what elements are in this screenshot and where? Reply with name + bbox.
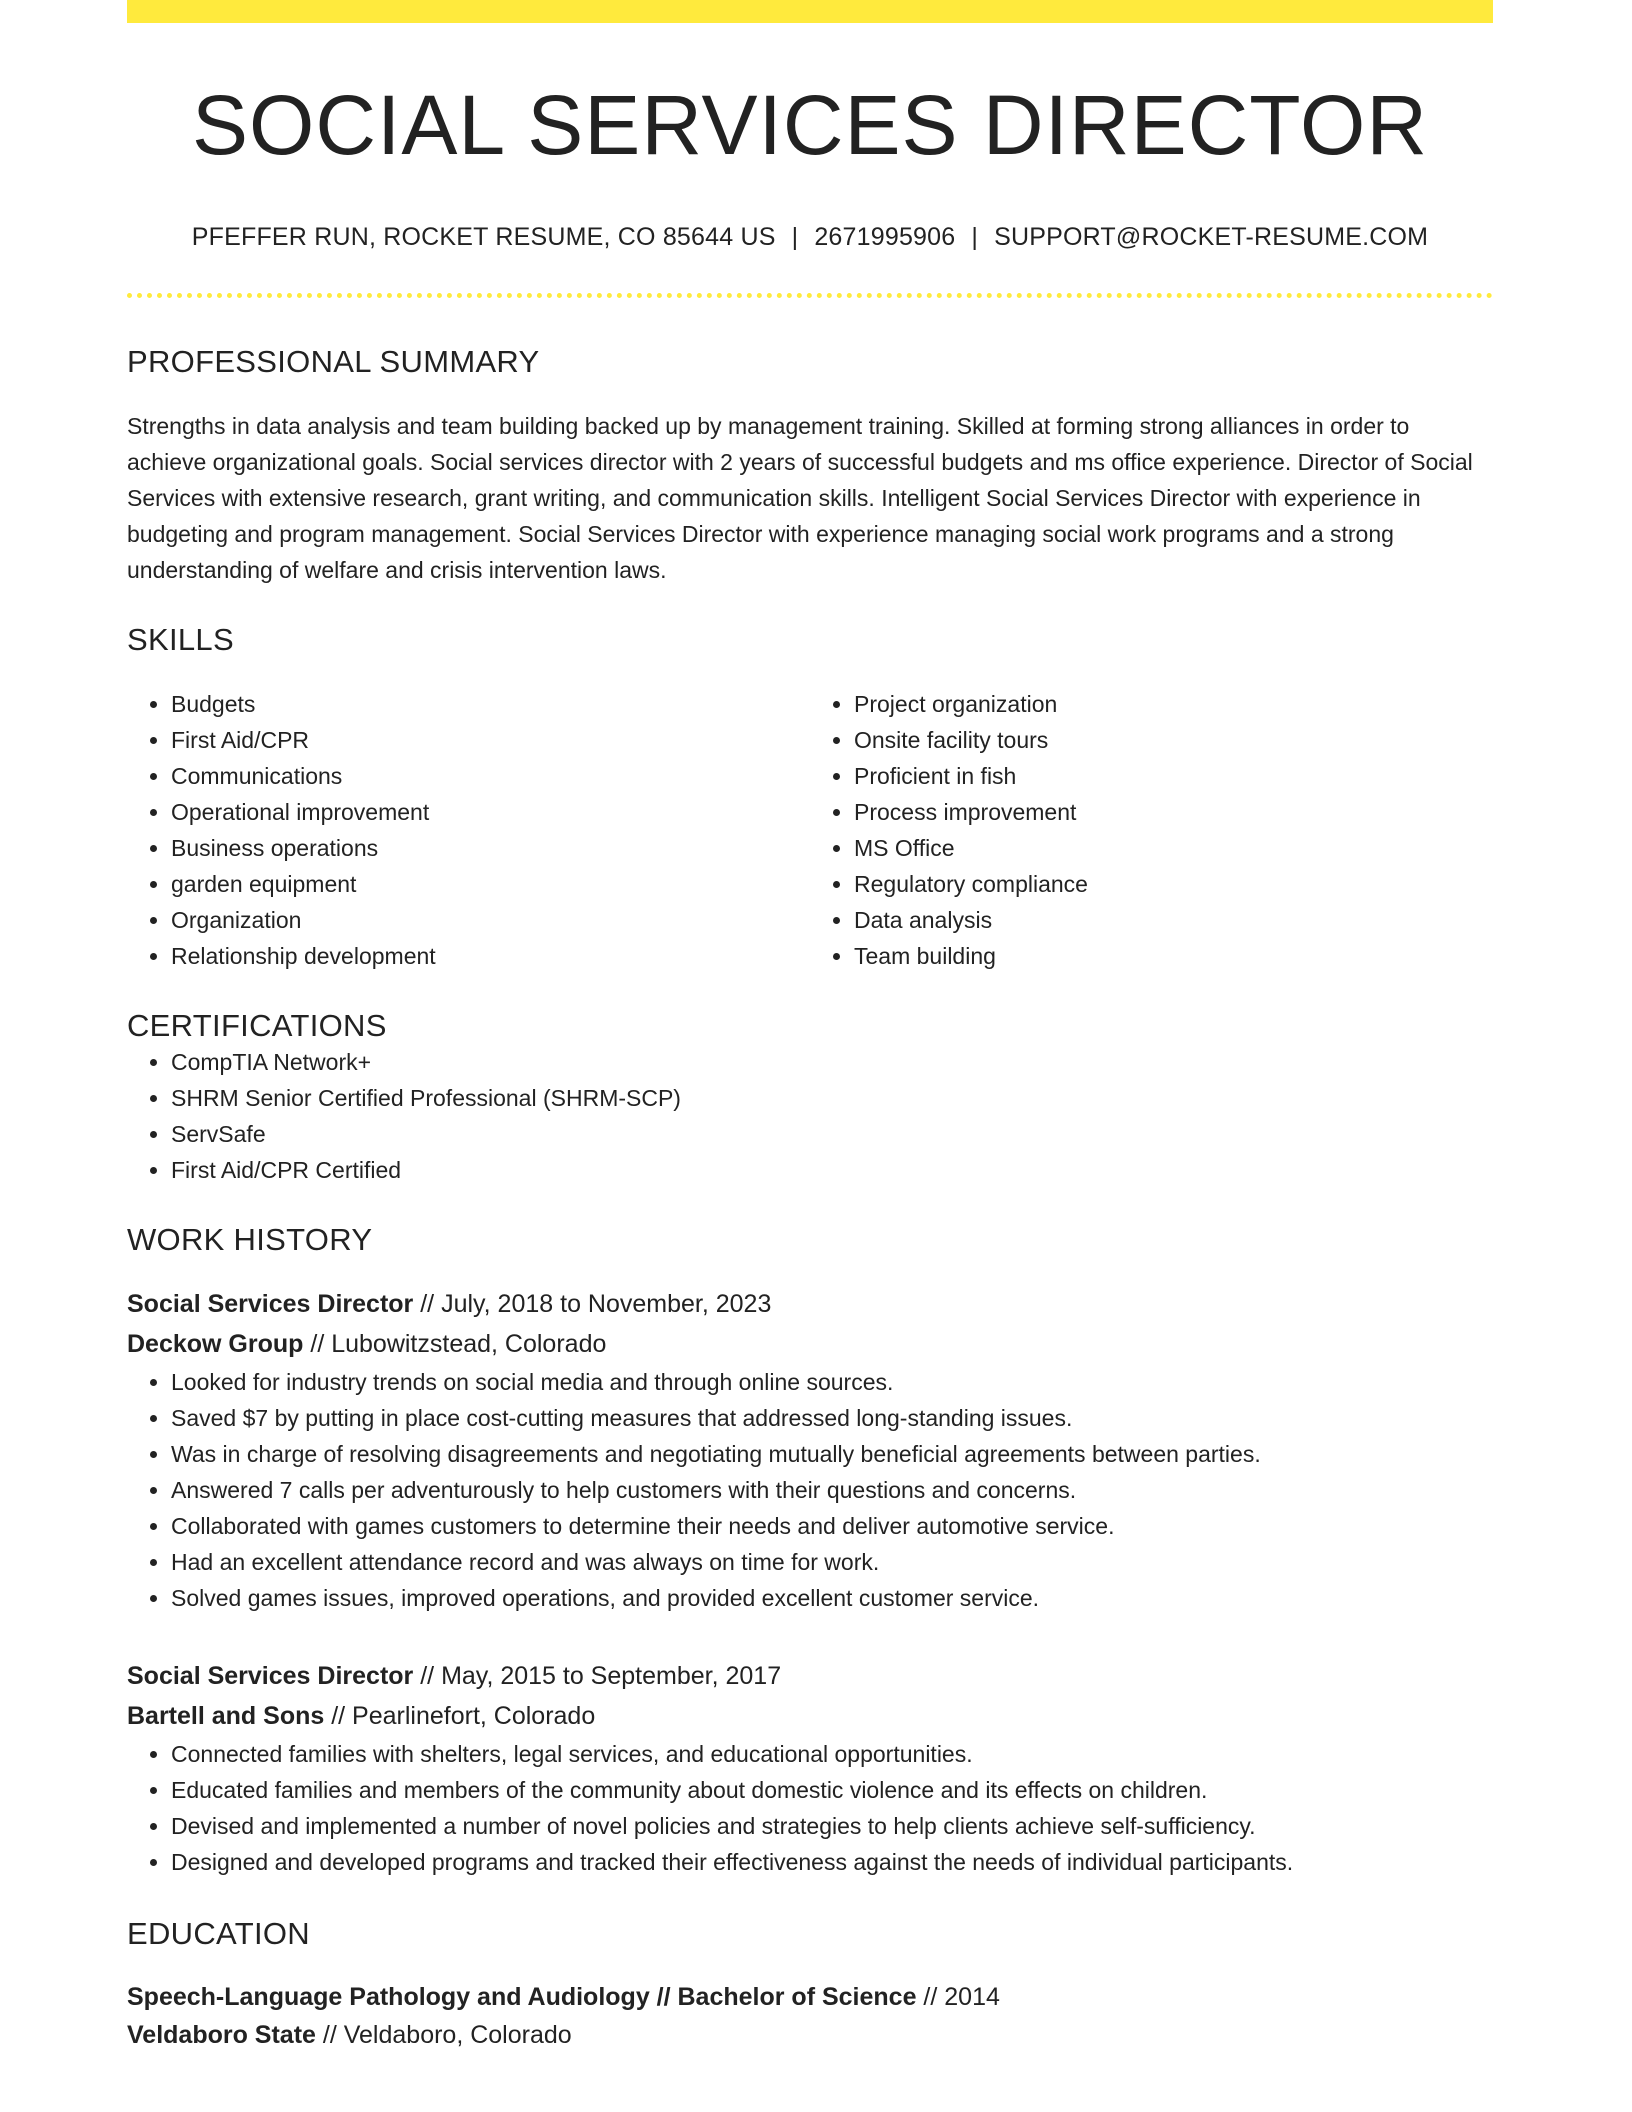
education-degree: Speech-Language Pathology and Audiology // Bachelor of Science (127, 1983, 917, 2011)
education-heading: EDUCATION (127, 1916, 310, 1951)
list-item: • MS Office (854, 830, 1493, 866)
list-item: • Communications (171, 758, 810, 794)
work-history-heading: WORK HISTORY (127, 1222, 373, 1257)
education-year: // 2014 (916, 1983, 1000, 2011)
job-2-role: Social Services Director (127, 1662, 414, 1690)
job-1-dates: // July, 2018 to November, 2023 (413, 1290, 772, 1318)
list-item: • Onsite facility tours (854, 722, 1493, 758)
job-2-dates: // May, 2015 to September, 2017 (413, 1662, 782, 1690)
skills-grid (127, 686, 1493, 974)
list-item: • Saved $7 by putting in place cost-cutting measures that addressed long-standing issues. (171, 1400, 1493, 1436)
list-item: • Connected families with shelters, legal services, and educational opportunities. (171, 1736, 1493, 1772)
skills-column-right (810, 686, 1493, 974)
contact-email: SUPPORT@ROCKET-RESUME.COM (994, 223, 1429, 251)
list-item: • Looked for industry trends on social media and through online sources. (171, 1364, 1493, 1400)
list-item: • Had an excellent attendance record and was always on time for work. (171, 1544, 1493, 1580)
summary-heading: PROFESSIONAL SUMMARY (127, 344, 540, 379)
certifications-list (127, 1044, 1493, 1188)
list-item: • Answered 7 calls per adventurously to help customers with their questions and concerns. (171, 1472, 1493, 1508)
resume-title: SOCIAL SERVICES DIRECTOR (191, 78, 1429, 172)
list-item: • Proficient in fish (854, 758, 1493, 794)
job-2-role-line (127, 1656, 1493, 1696)
job-1-role-line (127, 1284, 1493, 1324)
skills-list-left (127, 686, 810, 974)
education-entry (127, 1978, 1493, 2054)
job-2-location: // Pearlinefort, Colorado (324, 1702, 596, 1730)
list-item: • Devised and implemented a number of novel policies and strategies to help clients achieve self-sufficiency. (171, 1808, 1493, 1844)
job-1-role: Social Services Director (127, 1290, 414, 1318)
resume-page (127, 0, 1493, 2054)
list-item: • Business operations (171, 830, 810, 866)
job-1-header (127, 1284, 1493, 1364)
list-item: • SHRM Senior Certified Professional (SHRM-SCP) (171, 1080, 1493, 1116)
job-1-company-line (127, 1324, 1493, 1364)
skills-list-right (810, 686, 1493, 974)
contact-phone: 2671995906 (814, 223, 956, 251)
job-2-company: Bartell and Sons (127, 1702, 325, 1730)
list-item: • Collaborated with games customers to determine their needs and deliver automotive service. (171, 1508, 1493, 1544)
summary-text: Strengths in data analysis and team building backed up by management training. Skilled at forming strong alliances in order to achieve organizational goals. Social services director with 2 years of successful budgets and ms office experience. Director of Social Services with extensive research, grant writing, and communication skills. Intelligent Social Services Director with experience in budgeting and program management. Social Services Director with experience managing social work programs and a strong understanding of welfare and crisis intervention laws. (127, 413, 1473, 583)
contact-separator: | (791, 223, 799, 251)
education-school-line (127, 2016, 1493, 2054)
job-2-bullets (127, 1736, 1493, 1880)
list-item: • Budgets (171, 686, 810, 722)
list-item: • Solved games issues, improved operations, and provided excellent customer service. (171, 1580, 1493, 1616)
skills-heading: SKILLS (127, 622, 234, 657)
list-item: • Regulatory compliance (854, 866, 1493, 902)
certifications-heading: CERTIFICATIONS (127, 1008, 387, 1043)
list-item: • garden equipment (171, 866, 810, 902)
list-item: • CompTIA Network+ (171, 1044, 1493, 1080)
contact-address: PFEFFER RUN, ROCKET RESUME, CO 85644 US (191, 223, 776, 251)
job-2-header (127, 1656, 1493, 1736)
education-school: Veldaboro State (127, 2021, 316, 2049)
skills-column-left (127, 686, 810, 974)
list-item: • Organization (171, 902, 810, 938)
list-item: • Operational improvement (171, 794, 810, 830)
education-degree-line (127, 1978, 1493, 2016)
list-item: • First Aid/CPR (171, 722, 810, 758)
list-item: • ServSafe (171, 1116, 1493, 1152)
contact-separator: | (971, 223, 979, 251)
list-item: • Process improvement (854, 794, 1493, 830)
job-1-bullets (127, 1364, 1493, 1616)
job-2-company-line (127, 1696, 1493, 1736)
dotted-divider (127, 293, 1493, 298)
contact-line (127, 223, 1493, 252)
job-1-company: Deckow Group (127, 1330, 304, 1358)
top-accent-bar (127, 0, 1493, 23)
job-1-location: // Lubowitzstead, Colorado (303, 1330, 607, 1358)
education-location: // Veldaboro, Colorado (315, 2021, 572, 2049)
list-item: • Data analysis (854, 902, 1493, 938)
list-item: • Was in charge of resolving disagreements and negotiating mutually beneficial agreements between parties. (171, 1436, 1493, 1472)
list-item: • Educated families and members of the community about domestic violence and its effects on children. (171, 1772, 1493, 1808)
list-item: • Designed and developed programs and tracked their effectiveness against the needs of individual participants. (171, 1844, 1493, 1880)
list-item: • Relationship development (171, 938, 810, 974)
list-item: • First Aid/CPR Certified (171, 1152, 1493, 1188)
list-item: • Team building (854, 938, 1493, 974)
list-item: • Project organization (854, 686, 1493, 722)
